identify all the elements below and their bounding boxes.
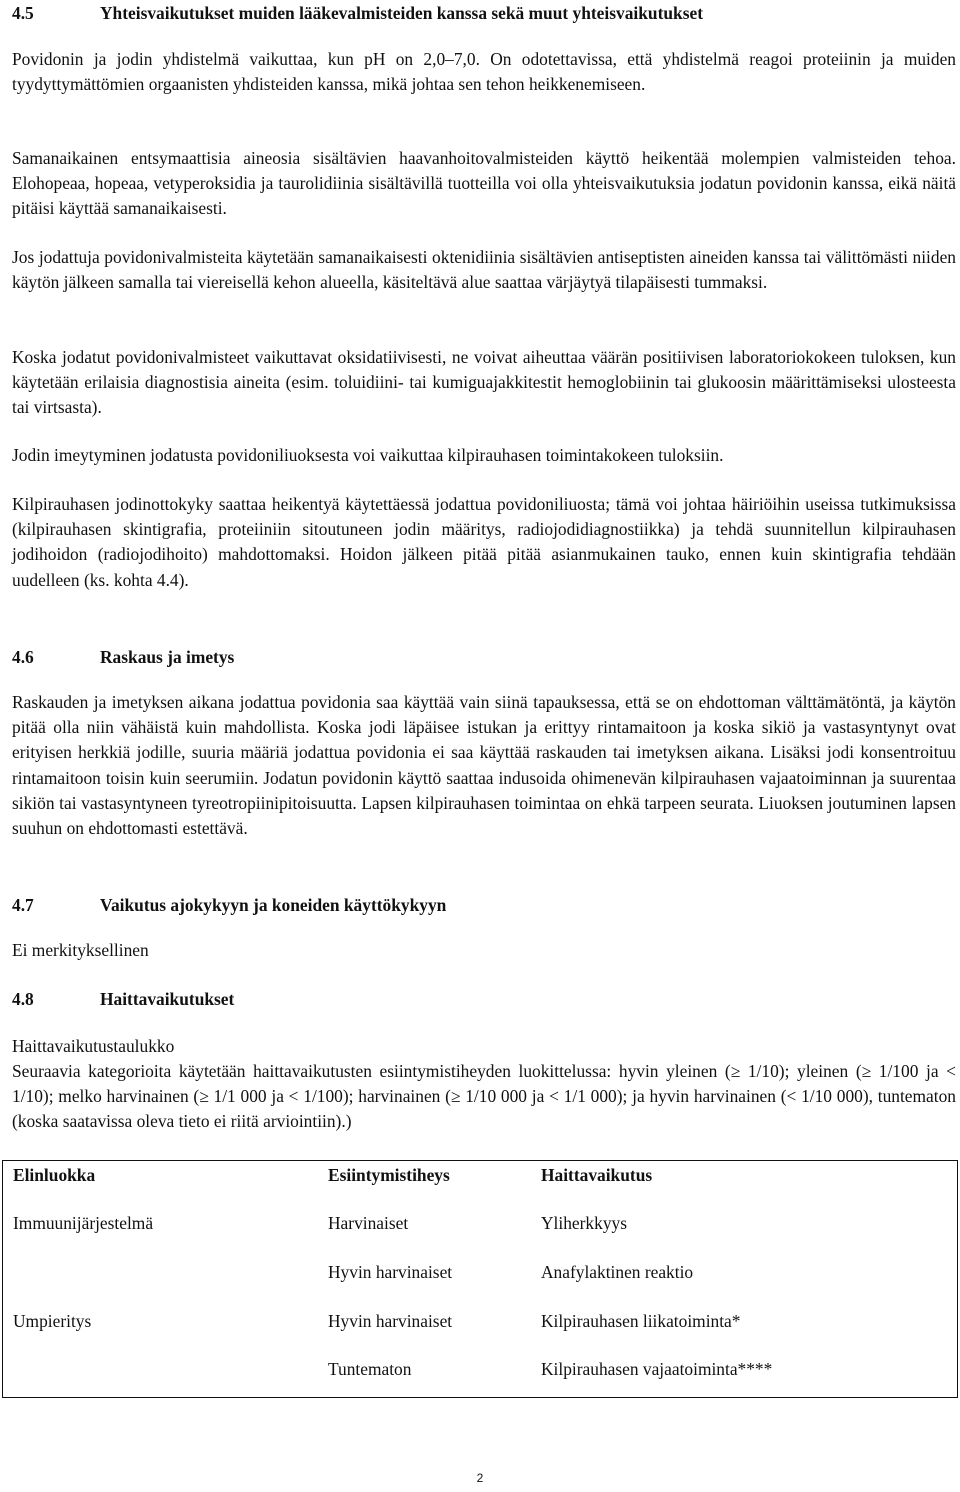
section-title: Haittavaikutukset (100, 989, 235, 1009)
section-title: Vaikutus ajokykyyn ja koneiden käyttökykyyn (100, 895, 447, 915)
paragraph: Raskauden ja imetyksen aikana jodattua povidonia saa käyttää vain siinä tapauksessa, että se on ehdottoman välttämätöntä, ja käytön pitää olla niin vähäistä kuin mahdollista. Koska jodi läpäisee istukan ja erittyy rintamaitoon ja koska sikiö ja vastasyntynyt ovat erityisen herkkiä jodille, suuria määriä jodattua povidonia ei saa käyttää raskauden tai imetyksen aikana. Lisäksi jodi konsentroituu rintamaitoon toisin kuin seerumiin. Jodatun povidonin käyttö saattaa indusoida ohimenevän kilpirauhasen vajaatoiminnan ja suurentaa sikiön tai vastasyntyneen tyreotropiinipitoisuutta. Lapsen kilpirauhasen toimintaa on ehkä tarpeen seurata. Liuoksen joutuminen lapsen suuhun on ehdottomasti estettävä. (12, 692, 956, 839)
section-heading-4-5 (12, 1, 703, 26)
paragraph: Seuraavia kategorioita käytetään haittavaikutusten esiintymistiheyden luokittelussa: hyvin yleinen (≥ 1/10); yleinen (≥ 1/100 ja < 1/10); melko harvinainen (≥ 1/1 000 ja < 1/100); harvinainen (≥ 1/10 000 ja < 1/1 000); ja hyvin harvinainen (< 1/10 000), tuntematon (koska saatavissa oleva tieto ei riitä arviointiin).) (12, 1061, 956, 1132)
table-cell: Umpieritys (13, 1311, 92, 1331)
table-cell: Harvinaiset (328, 1213, 409, 1233)
section-number: 4.5 (12, 3, 34, 23)
paragraph: Jodin imeytyminen jodatusta povidoniliuoksesta voi vaikuttaa kilpirauhasen toimintakokeen tuloksiin. (12, 445, 724, 465)
section-title: Raskaus ja imetys (100, 647, 235, 667)
section-number: 4.7 (12, 895, 34, 915)
section-heading-4-7 (12, 893, 446, 918)
table-cell: Kilpirauhasen vajaatoiminta**** (541, 1359, 773, 1379)
section-heading-4-6 (12, 645, 234, 670)
page-number: 2 (476, 1471, 484, 1485)
paragraph: Jos jodattuja povidonivalmisteita käytetään samanaikaisesti oktenidiinia sisältävien antiseptisten aineiden kanssa tai välittömästi niiden käytön jälkeen samalla tai viereisellä kehon alueella, käsiteltävä alue saattaa värjäytyä tilapäisesti tummaksi. (12, 247, 956, 293)
paragraph: Povidonin ja jodin yhdistelmä vaikuttaa, kun pH on 2,0–7,0. On odotettavissa, että yhdistelmä reagoi proteiinin ja muiden tyydyttymättömien orgaanisten yhdisteiden kanssa, mikä johtaa sen tehon heikkenemiseen. (12, 49, 956, 95)
table-header-cell: Esiintymistiheys (328, 1165, 450, 1185)
table-cell: Hyvin harvinaiset (328, 1262, 453, 1282)
table-cell: Hyvin harvinaiset (328, 1311, 453, 1331)
table-cell: Immuunijärjestelmä (13, 1213, 154, 1233)
section-number: 4.8 (12, 989, 34, 1009)
paragraph: Ei merkityksellinen (12, 940, 149, 960)
section-heading-4-8 (12, 987, 234, 1012)
table-cell: Kilpirauhasen liikatoiminta* (541, 1311, 741, 1331)
table-header-cell: Haittavaikutus (541, 1165, 653, 1185)
section-number: 4.6 (12, 647, 34, 667)
paragraph: Kilpirauhasen jodinottokyky saattaa heikentyä käytettäessä jodattua povidoniliuosta; tämä voi johtaa häiriöihin useissa tutkimuksissa (kilpirauhasen skintigrafia, proteiiniin sitoutuneen jodin määritys, radiojodidiagnostiikka) ja tehdä suunnitellun kilpirauhasen jodihoidon (radiojodihoito) mahdottomaksi. Hoidon jälkeen pitää pitää asianmukainen tauko, ennen kuin skintigrafia tehdään uudelleen (ks. kohta 4.4). (12, 494, 956, 590)
section-title: Yhteisvaikutukset muiden lääkevalmisteiden kanssa sekä muut yhteisvaikutukset (100, 3, 703, 23)
paragraph-label: Haittavaikutustaulukko (12, 1036, 175, 1056)
table-header-cell: Elinluokka (13, 1165, 96, 1185)
paragraph: Samanaikainen entsymaattisia aineosia sisältävien haavanhoitovalmisteiden käyttö heikentää molempien valmisteiden tehoa. Elohopeaa, hopeaa, vetyperoksidia ja taurolidiinia sisältävillä tuotteilla voi olla yhteisvaikutuksia jodatun povidonin kanssa, eikä näitä pitäisi käyttää samanaikaisesti. (12, 148, 956, 219)
adverse-effects-table (2, 1160, 958, 1398)
table-cell: Tuntematon (328, 1359, 412, 1379)
table-cell: Anafylaktinen reaktio (541, 1262, 694, 1282)
paragraph: Koska jodatut povidonivalmisteet vaikuttavat oksidatiivisesti, ne voivat aiheuttaa väärän positiivisen laboratoriokokeen tuloksen, kun käytetään erilaisia diagnostisia aineita (esim. toluidiini- tai kumiguajakkitestit hemoglobiinin tai glukoosin määrittämiseksi ulosteesta tai virtsasta). (12, 347, 956, 418)
table-cell: Yliherkkyys (541, 1213, 627, 1233)
